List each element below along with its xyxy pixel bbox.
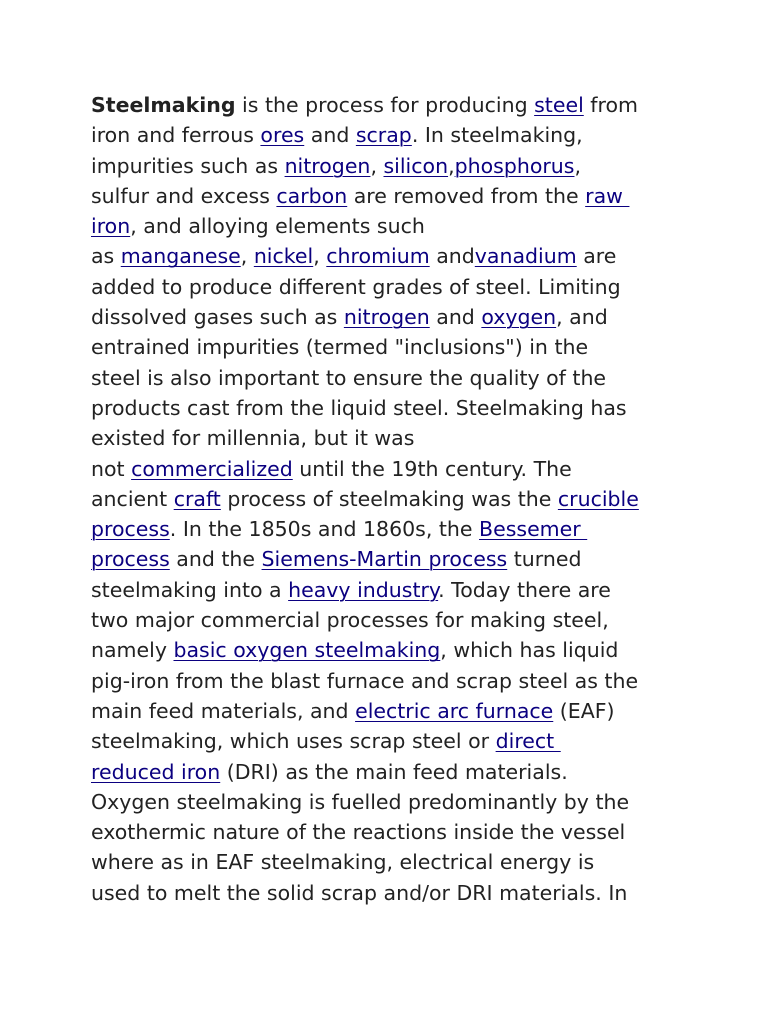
text-span: where as in EAF steelmaking, electrical energy is xyxy=(91,850,595,875)
text-span: , xyxy=(448,153,455,178)
text-span: sulfur and excess xyxy=(91,183,277,208)
text-line xyxy=(91,787,691,817)
text-span: namely xyxy=(91,638,174,663)
text-span: , xyxy=(313,244,327,269)
wiki-link[interactable]: raw xyxy=(585,183,630,208)
wiki-link[interactable]: basic oxygen steelmaking xyxy=(173,638,441,663)
wiki-link[interactable]: iron xyxy=(91,214,131,239)
text-line xyxy=(91,90,691,120)
wiki-link[interactable]: commercialized xyxy=(131,456,293,481)
text-line xyxy=(91,696,691,726)
text-line xyxy=(91,423,691,453)
wiki-link[interactable]: silicon xyxy=(383,153,449,178)
text-span: pig-iron from the blast furnace and scrap steel as the xyxy=(91,668,639,693)
text-line xyxy=(91,332,691,362)
text-span: exothermic nature of the reactions inside the vessel xyxy=(91,820,626,845)
wiki-link[interactable]: craft xyxy=(173,486,221,511)
text-span: impurities such as xyxy=(91,153,285,178)
text-span: , which has liquid xyxy=(440,638,619,663)
text-line xyxy=(91,575,691,605)
text-span: not xyxy=(91,456,132,481)
wiki-link[interactable]: scrap xyxy=(355,123,412,148)
text-span: two major commercial processes for making steel, xyxy=(91,608,609,633)
text-span: turned xyxy=(507,547,582,572)
text-line xyxy=(91,211,691,241)
text-span: and the xyxy=(169,547,262,572)
text-span: is the process for producing xyxy=(235,93,535,117)
text-span: and xyxy=(429,305,482,330)
text-line xyxy=(91,120,691,150)
text-span: . In the 1850s and 1860s, the xyxy=(169,517,480,542)
text-span: (DRI) as the main feed materials. xyxy=(220,759,568,784)
text-line xyxy=(91,302,691,332)
wiki-link[interactable]: nitrogen xyxy=(343,305,430,330)
text-span: ancient xyxy=(91,486,174,511)
text-line xyxy=(91,484,691,514)
text-span: , and alloying elements such xyxy=(130,214,425,239)
text-span: steelmaking into a xyxy=(91,577,289,602)
wiki-link[interactable]: process xyxy=(91,547,170,572)
wiki-link[interactable]: direct xyxy=(495,729,561,754)
wiki-link[interactable]: manganese xyxy=(120,244,241,269)
text-span: . In steelmaking, xyxy=(411,123,583,148)
text-span: iron and ferrous xyxy=(91,123,261,148)
wiki-link[interactable]: nickel xyxy=(253,244,314,269)
wiki-link[interactable]: chromium xyxy=(326,244,430,269)
text-span: , xyxy=(370,153,384,178)
wiki-link[interactable]: Siemens-Martin process xyxy=(261,547,508,572)
text-span: products cast from the liquid steel. Steelmaking has xyxy=(91,395,627,420)
text-span: steelmaking, which uses scrap steel or xyxy=(91,729,496,754)
text-line xyxy=(91,241,691,271)
text-span: and xyxy=(429,244,475,269)
text-span: existed for millennia, but it was xyxy=(91,426,415,451)
text-span: entrained impurities (termed "inclusions") in the xyxy=(91,335,589,360)
text-span: are removed from the xyxy=(347,183,586,208)
text-span: until the 19th century. The xyxy=(292,456,572,481)
text-line xyxy=(91,635,691,665)
text-span: . Today there are xyxy=(438,577,611,602)
text-line xyxy=(91,363,691,393)
wiki-link[interactable]: process xyxy=(91,517,170,542)
text-line xyxy=(91,181,691,211)
text-line xyxy=(91,151,691,181)
text-span: steel is also important to ensure the quality of the xyxy=(91,365,607,390)
text-line xyxy=(91,544,691,574)
wiki-link[interactable]: oxygen xyxy=(481,305,557,330)
text-span: main feed materials, and xyxy=(91,698,356,723)
text-line xyxy=(91,726,691,756)
wiki-link[interactable]: ores xyxy=(260,123,305,148)
text-line xyxy=(91,393,691,423)
article-body xyxy=(91,90,691,920)
wiki-link[interactable]: phosphorus xyxy=(454,153,575,178)
text-span: Oxygen steelmaking is fuelled predominantly by the xyxy=(91,789,630,814)
bold-term: Steelmaking xyxy=(91,93,236,117)
text-line xyxy=(91,666,691,696)
text-span: are xyxy=(576,244,617,269)
text-line xyxy=(91,272,691,302)
wiki-link[interactable]: vanadium xyxy=(474,244,577,269)
text-span: , xyxy=(240,244,254,269)
wiki-link[interactable]: heavy industry xyxy=(288,577,439,602)
text-span: , xyxy=(574,153,582,178)
text-span: (EAF) xyxy=(553,698,615,723)
text-line xyxy=(91,514,691,544)
text-span: , and xyxy=(556,305,608,330)
wiki-link[interactable]: reduced iron xyxy=(91,759,221,784)
text-line xyxy=(91,605,691,635)
wiki-link[interactable]: crucible xyxy=(557,486,639,511)
text-span: used to melt the solid scrap and/or DRI materials. In xyxy=(91,880,628,905)
text-line xyxy=(91,757,691,787)
text-line xyxy=(91,878,691,908)
text-span: process of steelmaking was the xyxy=(220,486,558,511)
text-span: dissolved gases such as xyxy=(91,305,344,330)
text-line xyxy=(91,454,691,484)
wiki-link[interactable]: carbon xyxy=(276,183,348,208)
text-span: as xyxy=(91,244,121,269)
wiki-link[interactable]: Bessemer xyxy=(479,517,588,542)
text-line xyxy=(91,817,691,847)
text-span: from xyxy=(583,93,638,117)
text-span: added to produce different grades of steel. Limiting xyxy=(91,274,621,299)
wiki-link[interactable]: electric arc furnace xyxy=(355,698,554,723)
wiki-link[interactable]: steel xyxy=(534,93,584,117)
text-span: and xyxy=(304,123,356,148)
text-line xyxy=(91,847,691,877)
wiki-link[interactable]: nitrogen xyxy=(284,153,371,178)
